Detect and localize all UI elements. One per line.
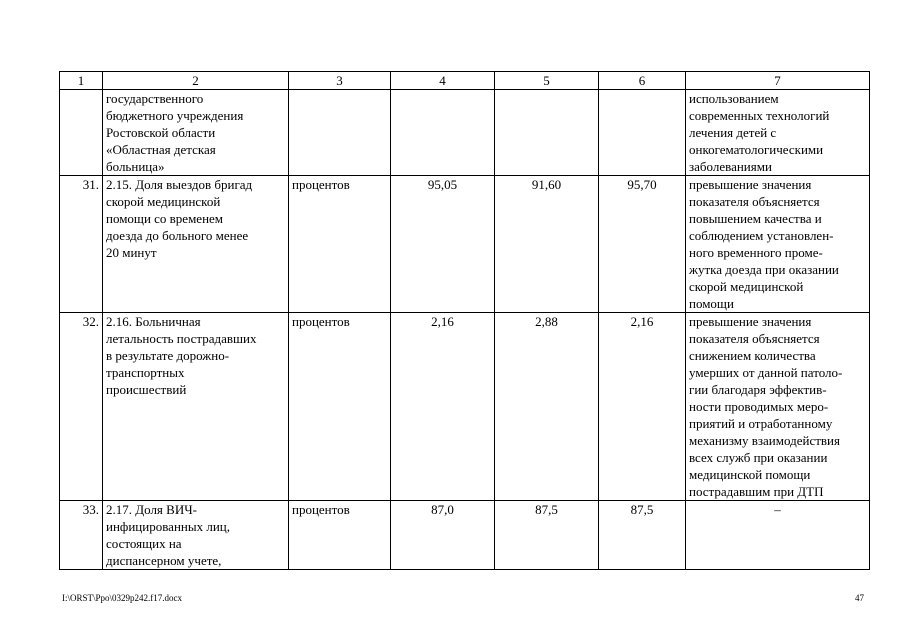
table-row — [60, 313, 870, 501]
value-col5: 2,88 — [495, 313, 599, 501]
note-cell: превышение значения показателя объясняется снижением количества умерших от данной патоло- гии благодаря эффектив- ности проводимых меро- приятий и отработанному механизму взаимодействия всех служб при оказании медицинской помощи пострадавшим при ДТП — [686, 313, 870, 501]
header-cell: 6 — [599, 72, 686, 90]
value-col5 — [495, 90, 599, 176]
table-row — [60, 176, 870, 313]
header-cell: 2 — [103, 72, 289, 90]
indicator-name: 2.16. Больничная летальность пострадавших в результате дорожно- транспортных происшествий — [103, 313, 289, 501]
value-col5: 91,60 — [495, 176, 599, 313]
value-col4 — [391, 90, 495, 176]
header-cell: 5 — [495, 72, 599, 90]
value-col5: 87,5 — [495, 501, 599, 570]
header-row — [60, 72, 870, 90]
note-cell: – — [686, 501, 870, 570]
value-col6: 2,16 — [599, 313, 686, 501]
value-col4: 2,16 — [391, 313, 495, 501]
unit-cell: процентов — [289, 501, 391, 570]
indicator-name: 2.15. Доля выездов бригад скорой медицинской помощи со временем доезда до больного менее 20 минут — [103, 176, 289, 313]
value-col6: 87,5 — [599, 501, 686, 570]
value-col6 — [599, 90, 686, 176]
row-number: 33. — [60, 501, 103, 570]
note-cell: использованием современных технологий лечения детей с онкогематологическими заболеваниями — [686, 90, 870, 176]
row-number — [60, 90, 103, 176]
header-cell: 1 — [60, 72, 103, 90]
table-row — [60, 90, 870, 176]
header-cell: 4 — [391, 72, 495, 90]
indicator-name: государственного бюджетного учреждения Ростовской области «Областная детская больница» — [103, 90, 289, 176]
page-number: 47 — [855, 593, 864, 603]
value-col4: 95,05 — [391, 176, 495, 313]
unit-cell: процентов — [289, 313, 391, 501]
unit-cell: процентов — [289, 176, 391, 313]
footer-file-path: I:\ORST\Ppo\0329p242.f17.docx — [62, 593, 183, 603]
indicator-name: 2.17. Доля ВИЧ- инфицированных лиц, состоящих на диспансерном учете, — [103, 501, 289, 570]
value-col4: 87,0 — [391, 501, 495, 570]
value-col6: 95,70 — [599, 176, 686, 313]
header-cell: 7 — [686, 72, 870, 90]
row-number: 32. — [60, 313, 103, 501]
indicators-table — [59, 71, 870, 570]
header-cell: 3 — [289, 72, 391, 90]
row-number: 31. — [60, 176, 103, 313]
unit-cell — [289, 90, 391, 176]
table-row — [60, 501, 870, 570]
note-cell: превышение значения показателя объясняется повышением качества и соблюдением установлен- ного временного проме- жутка доезда при оказании скорой медицинской помощи — [686, 176, 870, 313]
